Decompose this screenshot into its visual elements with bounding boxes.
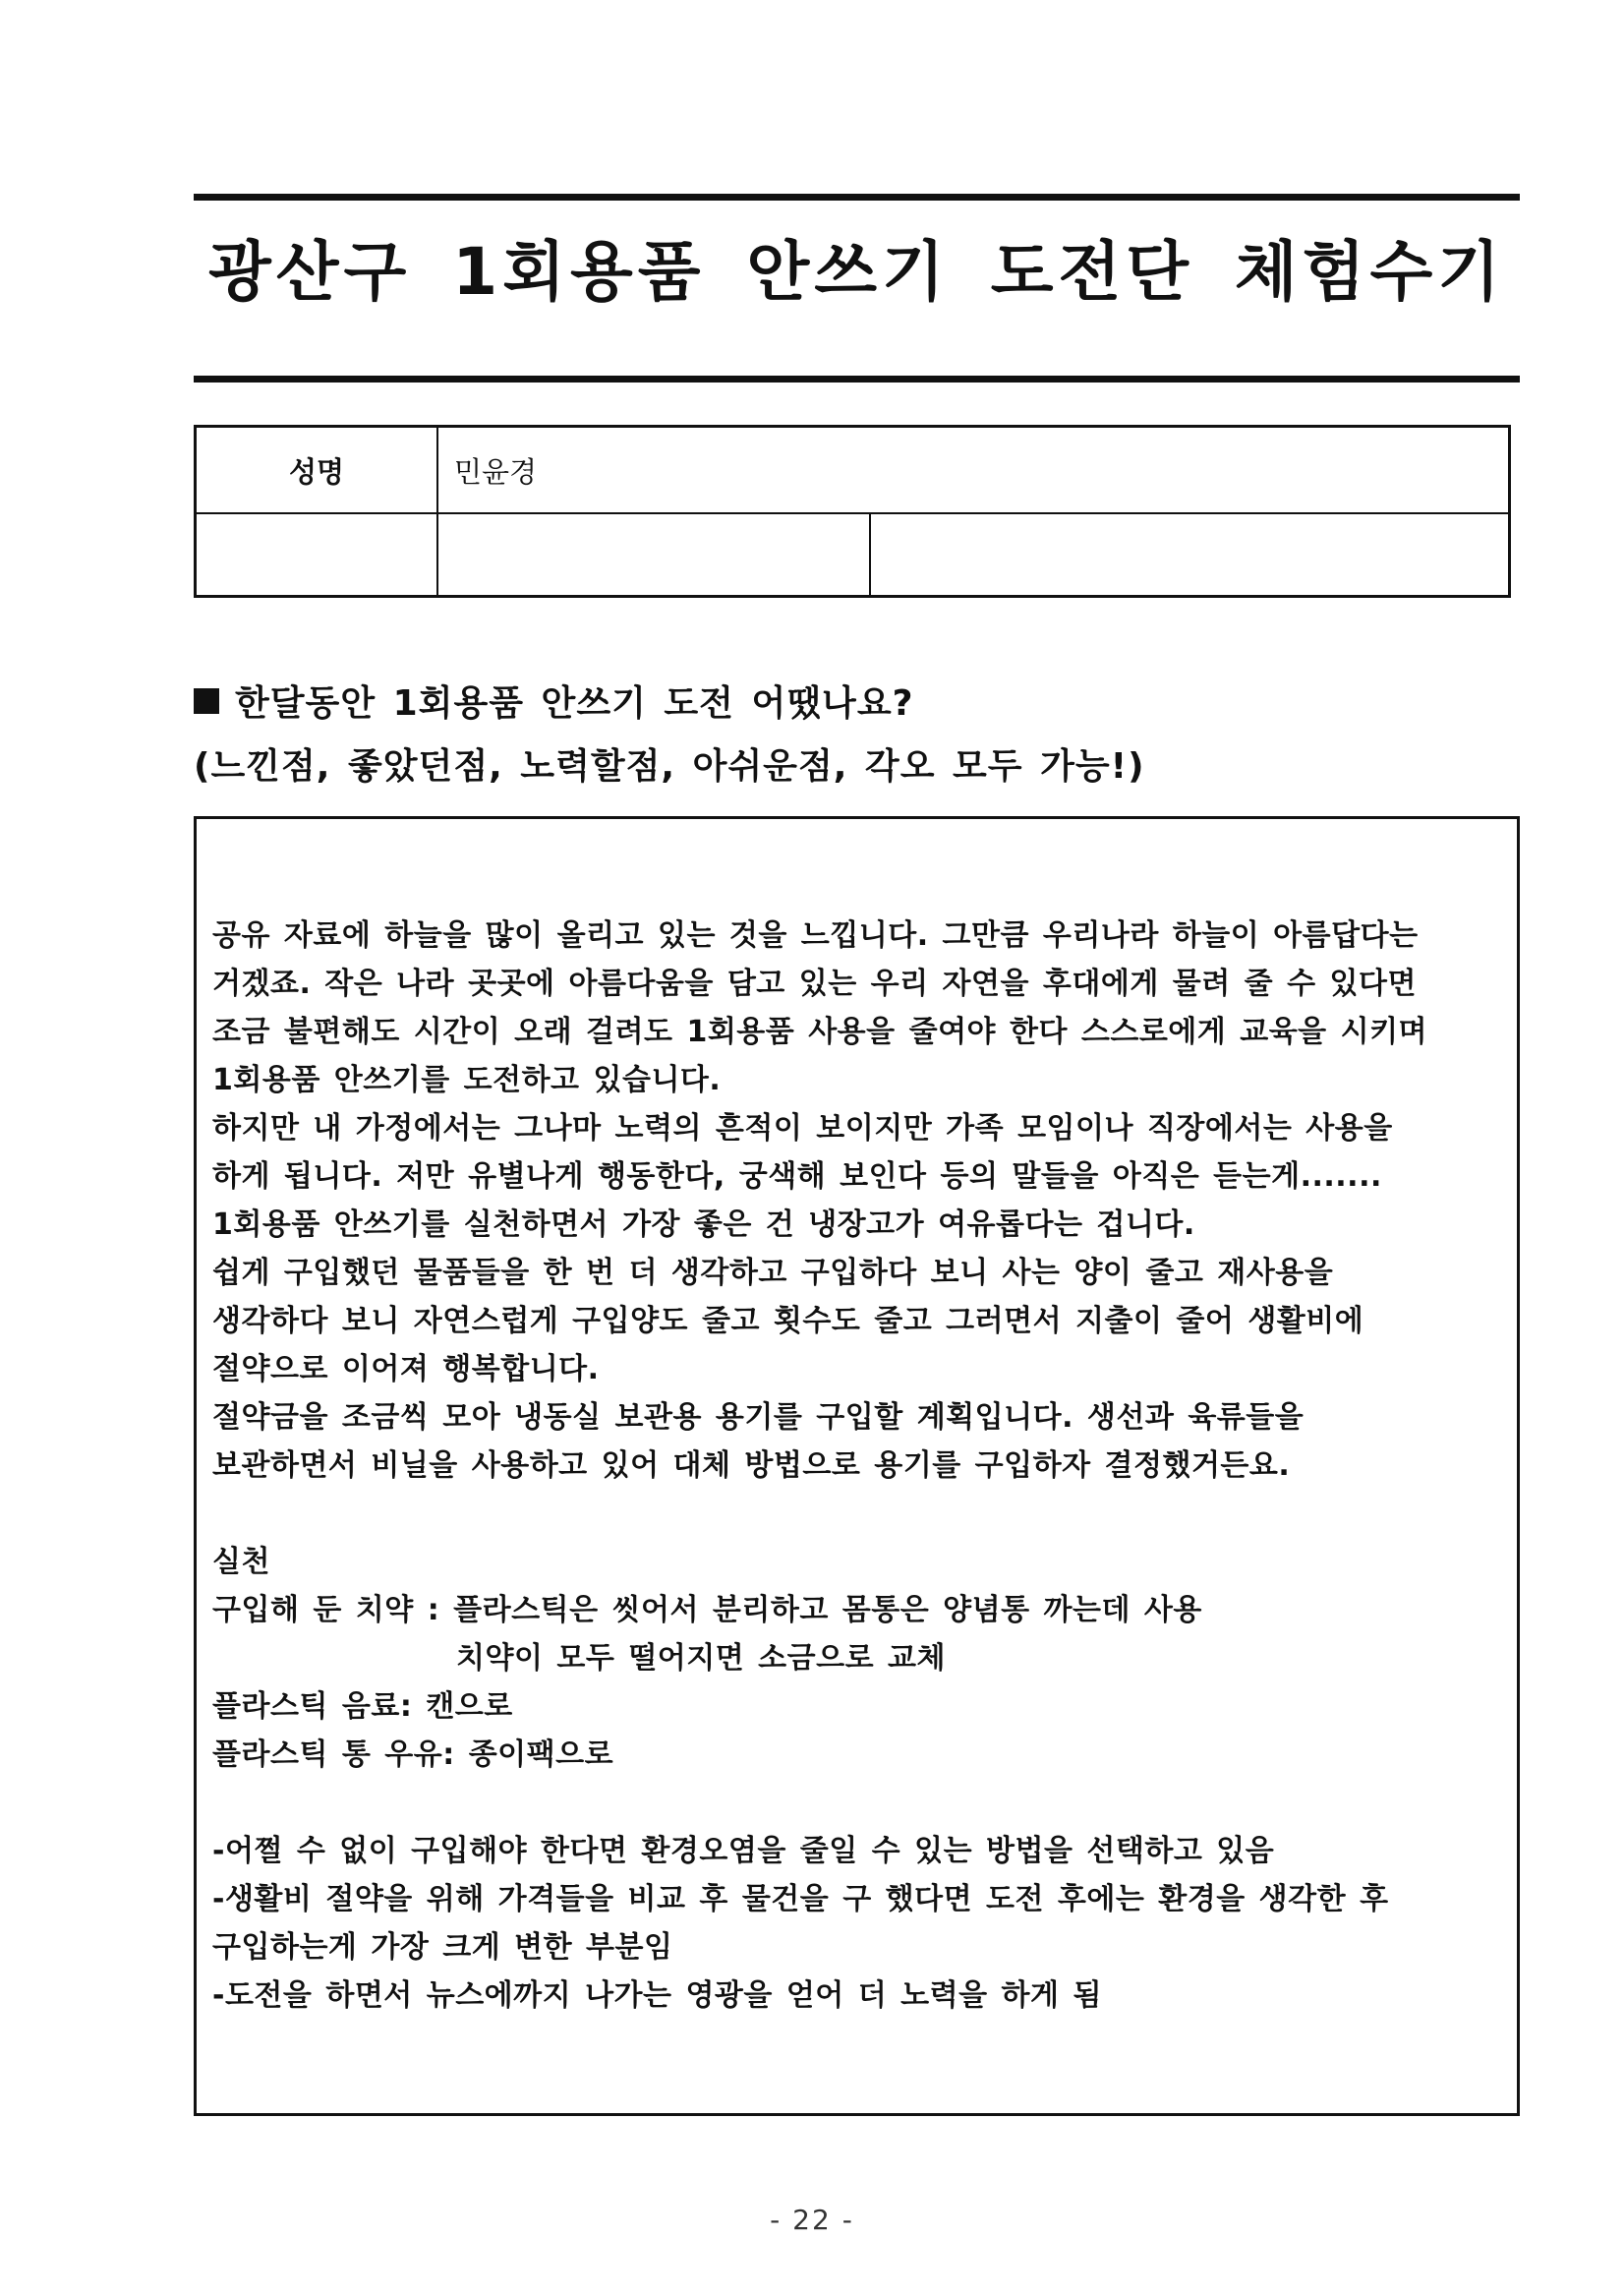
answer-box: [194, 816, 1520, 2116]
answer-line-indented: 치약이 모두 떨어지면 소금으로 교체: [456, 1641, 946, 1676]
table-row-divider: [197, 512, 1508, 514]
answer-line: 하게 됩니다. 저만 유별나게 행동한다, 궁색해 보인다 등의 말들을 아직은 듣는게.......: [212, 1159, 1382, 1194]
title-bottom-rule: [194, 376, 1520, 383]
question-text: 한달동안 1회용품 안쓰기 도전 어땠나요?: [235, 683, 914, 724]
table-column-divider: [436, 428, 438, 595]
answer-line: 1회용품 안쓰기를 도전하고 있습니다.: [212, 1063, 722, 1097]
answer-line: 공유 자료에 하늘을 많이 올리고 있는 것을 느낍니다. 그만큼 우리나라 하늘이 아름답다는: [212, 918, 1419, 953]
square-bullet-icon: [194, 688, 219, 714]
answer-line: 구입해 둔 치약 : 플라스틱은 씻어서 분리하고 몸통은 양념통 까는데 사용: [212, 1593, 1202, 1627]
title-top-rule: [194, 194, 1520, 201]
answer-line: 절약으로 이어져 행복합니다.: [212, 1352, 600, 1386]
question-heading: [194, 682, 913, 725]
name-label: 성명: [288, 454, 345, 489]
answer-line: 쉽게 구입했던 물품들을 한 번 더 생각하고 구입하다 보니 사는 양이 줄고 재사용을: [212, 1256, 1334, 1290]
answer-line: 실천: [212, 1545, 270, 1579]
answer-text: [212, 912, 1501, 2020]
question-subheading: (느낀점, 좋았던점, 노력할점, 아쉬운점, 각오 모두 가능!): [194, 746, 1145, 787]
name-value: 민윤경: [454, 454, 538, 489]
table-column-divider: [869, 512, 871, 595]
answer-line: 플라스틱 통 우유: 종이팩으로: [212, 1737, 614, 1772]
document-title: 광산구 1회용품 안쓰기 도전단 체험수기: [208, 234, 1505, 310]
answer-blank-line: [212, 1779, 1501, 1827]
answer-line: 플라스틱 음료: 캔으로: [212, 1689, 513, 1724]
answer-blank-line: [212, 1490, 1501, 1538]
answer-line: 1회용품 안쓰기를 실천하면서 가장 좋은 건 냉장고가 여유롭다는 겁니다.: [212, 1207, 1195, 1242]
info-table: [194, 425, 1511, 598]
answer-line: 구입하는게 가장 크게 변한 부분임: [212, 1930, 673, 1965]
answer-line: -생활비 절약을 위해 가격들을 비교 후 물건을 구 했다면 도전 후에는 환경을 생각한 후: [212, 1882, 1389, 1916]
answer-line: 하지만 내 가정에서는 그나마 노력의 흔적이 보이지만 가족 모임이나 직장에서는 사용을: [212, 1111, 1393, 1146]
answer-line: 조금 불편해도 시간이 오래 걸려도 1회용품 사용을 줄여야 한다 스스로에게 교육을 시키며: [212, 1015, 1428, 1049]
answer-line: -도전을 하면서 뉴스에까지 나가는 영광을 얻어 더 노력을 하게 됨: [212, 1978, 1102, 2013]
answer-line: 생각하다 보니 자연스럽게 구입양도 줄고 횟수도 줄고 그러면서 지출이 줄어 생활비에: [212, 1304, 1364, 1338]
answer-line: -어쩔 수 없이 구입해야 한다면 환경오염을 줄일 수 있는 방법을 선택하고 있음: [212, 1834, 1275, 1868]
page-number: - 22 -: [770, 2204, 854, 2236]
answer-line: 거겠죠. 작은 나라 곳곳에 아름다움을 담고 있는 우리 자연을 후대에게 물려 줄 수 있다면: [212, 967, 1417, 1001]
answer-line: 절약금을 조금씩 모아 냉동실 보관용 용기를 구입할 계획입니다. 생선과 육류들을: [212, 1400, 1305, 1435]
answer-line: 보관하면서 비닐을 사용하고 있어 대체 방법으로 용기를 구입하자 결정했거든요.: [212, 1448, 1291, 1483]
